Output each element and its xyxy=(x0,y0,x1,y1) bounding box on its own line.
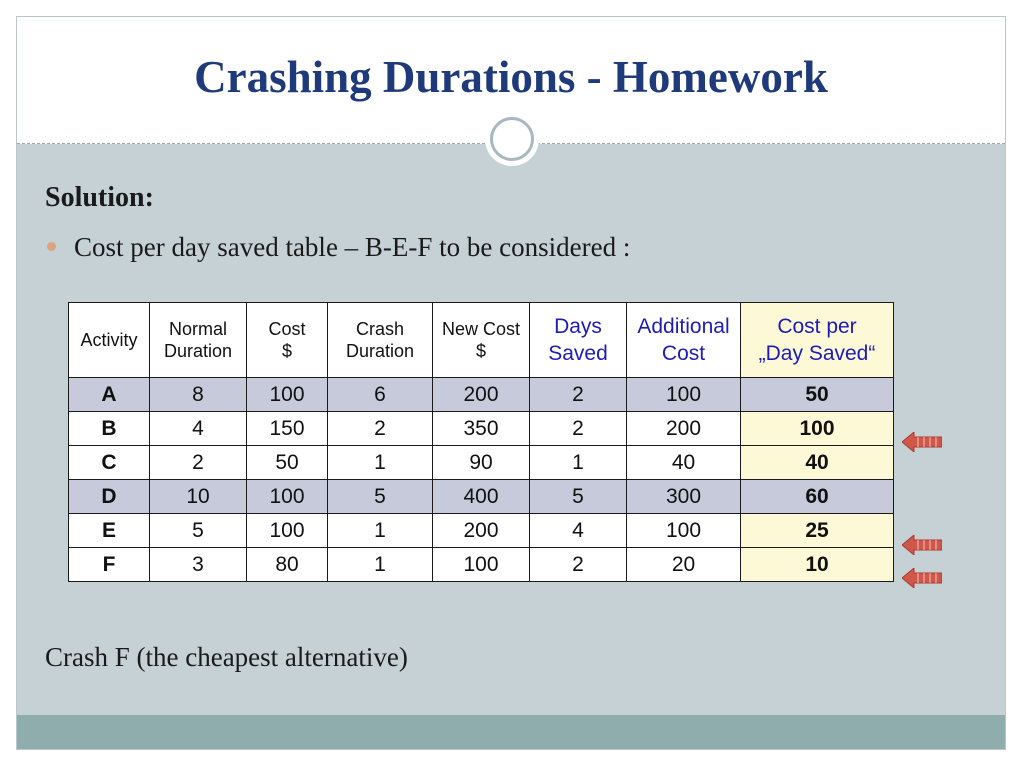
cell-new-cost: 350 xyxy=(433,412,530,446)
cell-activity: E xyxy=(69,514,150,548)
cell-cost: 50 xyxy=(247,446,328,480)
table-row xyxy=(69,548,894,582)
cell-cost-per-day: 10 xyxy=(741,548,894,582)
table-row xyxy=(69,446,894,480)
cell-crash-duration: 5 xyxy=(328,480,433,514)
cell-new-cost: 400 xyxy=(433,480,530,514)
cell-crash-duration: 6 xyxy=(328,378,433,412)
cell-cost: 100 xyxy=(247,514,328,548)
cell-new-cost: 90 xyxy=(433,446,530,480)
bullet-text: Cost per day saved table – B-E-F to be considered : xyxy=(74,232,631,262)
cell-additional-cost: 20 xyxy=(627,548,741,582)
cell-additional-cost: 100 xyxy=(627,514,741,548)
header-activity: Activity xyxy=(69,303,150,378)
bottom-band xyxy=(17,715,1005,749)
cell-cost-per-day: 40 xyxy=(741,446,894,480)
cell-cost-per-day: 25 xyxy=(741,514,894,548)
cell-crash-duration: 1 xyxy=(328,446,433,480)
cell-days-saved: 4 xyxy=(530,514,627,548)
cell-days-saved: 2 xyxy=(530,378,627,412)
cell-cost: 100 xyxy=(247,480,328,514)
cell-days-saved: 2 xyxy=(530,412,627,446)
table-header-row xyxy=(69,303,894,378)
conclusion-text: Crash F (the cheapest alternative) xyxy=(45,642,408,672)
slide-title: Crashing Durations - Homework xyxy=(194,52,828,102)
cell-normal-duration: 5 xyxy=(150,514,247,548)
cell-cost-per-day: 100 xyxy=(741,412,894,446)
solution-heading: Solution: xyxy=(45,182,154,213)
cell-crash-duration: 1 xyxy=(328,514,433,548)
cell-crash-duration: 1 xyxy=(328,548,433,582)
cell-new-cost: 200 xyxy=(433,378,530,412)
cell-activity: D xyxy=(69,480,150,514)
cell-cost-per-day: 50 xyxy=(741,378,894,412)
cell-new-cost: 100 xyxy=(433,548,530,582)
cell-additional-cost: 200 xyxy=(627,412,741,446)
cell-activity: C xyxy=(69,446,150,480)
cell-additional-cost: 40 xyxy=(627,446,741,480)
header-cost-per-day-saved: Cost per „Day Saved“ xyxy=(741,303,894,378)
bullet-item xyxy=(47,232,630,263)
left-arrow-icon xyxy=(902,535,942,555)
cell-cost: 150 xyxy=(247,412,328,446)
cell-cost: 80 xyxy=(247,548,328,582)
cell-cost: 100 xyxy=(247,378,328,412)
cell-normal-duration: 2 xyxy=(150,446,247,480)
table-row xyxy=(69,412,894,446)
left-arrow-icon xyxy=(902,568,942,588)
cost-per-day-table xyxy=(68,302,894,582)
header-normal-duration: Normal Duration xyxy=(150,303,247,378)
cell-additional-cost: 100 xyxy=(627,378,741,412)
cell-days-saved: 5 xyxy=(530,480,627,514)
table-row xyxy=(69,378,894,412)
cell-days-saved: 1 xyxy=(530,446,627,480)
cell-activity: B xyxy=(69,412,150,446)
cell-activity: F xyxy=(69,548,150,582)
header-new-cost: New Cost $ xyxy=(433,303,530,378)
header-crash-duration: Crash Duration xyxy=(328,303,433,378)
table-row xyxy=(69,480,894,514)
cell-normal-duration: 3 xyxy=(150,548,247,582)
table-row xyxy=(69,514,894,548)
cell-normal-duration: 4 xyxy=(150,412,247,446)
header-additional-cost: Additional Cost xyxy=(627,303,741,378)
cell-cost-per-day: 60 xyxy=(741,480,894,514)
cell-days-saved: 2 xyxy=(530,548,627,582)
cell-normal-duration: 8 xyxy=(150,378,247,412)
cell-additional-cost: 300 xyxy=(627,480,741,514)
cell-activity: A xyxy=(69,378,150,412)
header-cost: Cost $ xyxy=(247,303,328,378)
ornament-circle-icon xyxy=(490,117,534,161)
cell-normal-duration: 10 xyxy=(150,480,247,514)
bullet-dot-icon xyxy=(47,242,56,251)
left-arrow-icon xyxy=(902,432,942,452)
header-days-saved: Days Saved xyxy=(530,303,627,378)
cell-crash-duration: 2 xyxy=(328,412,433,446)
cell-new-cost: 200 xyxy=(433,514,530,548)
